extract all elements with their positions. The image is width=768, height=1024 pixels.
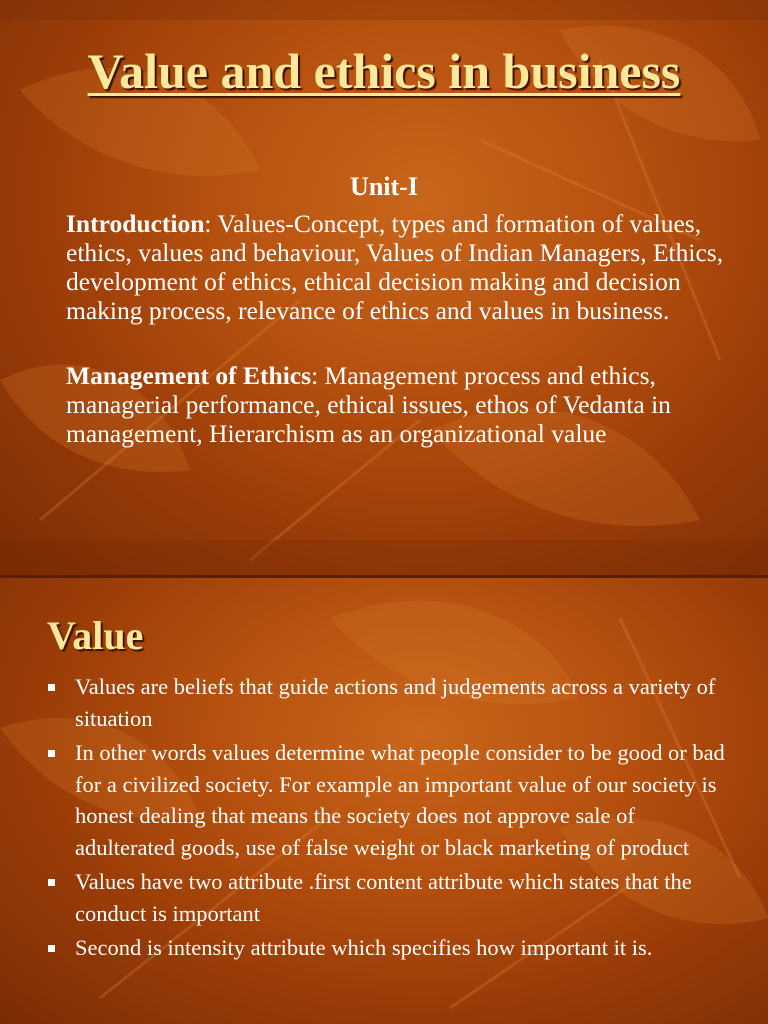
list-item: [47, 932, 737, 964]
bullet-text: Values have two attribute .first content attribute which states that the conduct is important: [75, 869, 692, 926]
list-item: [47, 737, 737, 863]
bullet-square-icon: [48, 879, 55, 886]
introduction-text: : Values-Concept, types and formation of values, ethics, values and behaviour, Values of Indian Managers, Ethics, development of ethics, ethical decision making and decision making process, relevance of ethics and values in business.: [66, 209, 724, 325]
bullet-text: Values are beliefs that guide actions and judgements across a variety of situation: [75, 674, 716, 731]
bullet-text: Second is intensity attribute which specifies how important it is.: [75, 935, 653, 960]
introduction-heading: Introduction: [66, 209, 205, 238]
unit-label: Unit-I: [350, 172, 418, 201]
introduction-paragraph: [66, 209, 736, 325]
management-paragraph: [66, 361, 736, 448]
bullet-square-icon: [48, 684, 55, 691]
list-item: [47, 866, 737, 929]
management-heading: Management of Ethics: [66, 361, 312, 390]
bullet-text: In other words values determine what people consider to be good or bad for a civilized society. For example an important value of our society is honest dealing that means the society does not approve sale of adulterated goods, use of false weight or black marketing of product: [75, 740, 725, 860]
list-item: [47, 671, 737, 734]
value-section-title: Value: [47, 613, 144, 658]
bullet-square-icon: [48, 750, 55, 757]
slide-title: Value and ethics in business: [87, 43, 681, 99]
bullet-square-icon: [48, 945, 55, 952]
management-text: : Management process and ethics, managerial performance, ethical issues, ethos of Vedanta in management, Hierarchism as an organizational value: [66, 361, 671, 448]
value-bullet-list: [47, 671, 737, 967]
